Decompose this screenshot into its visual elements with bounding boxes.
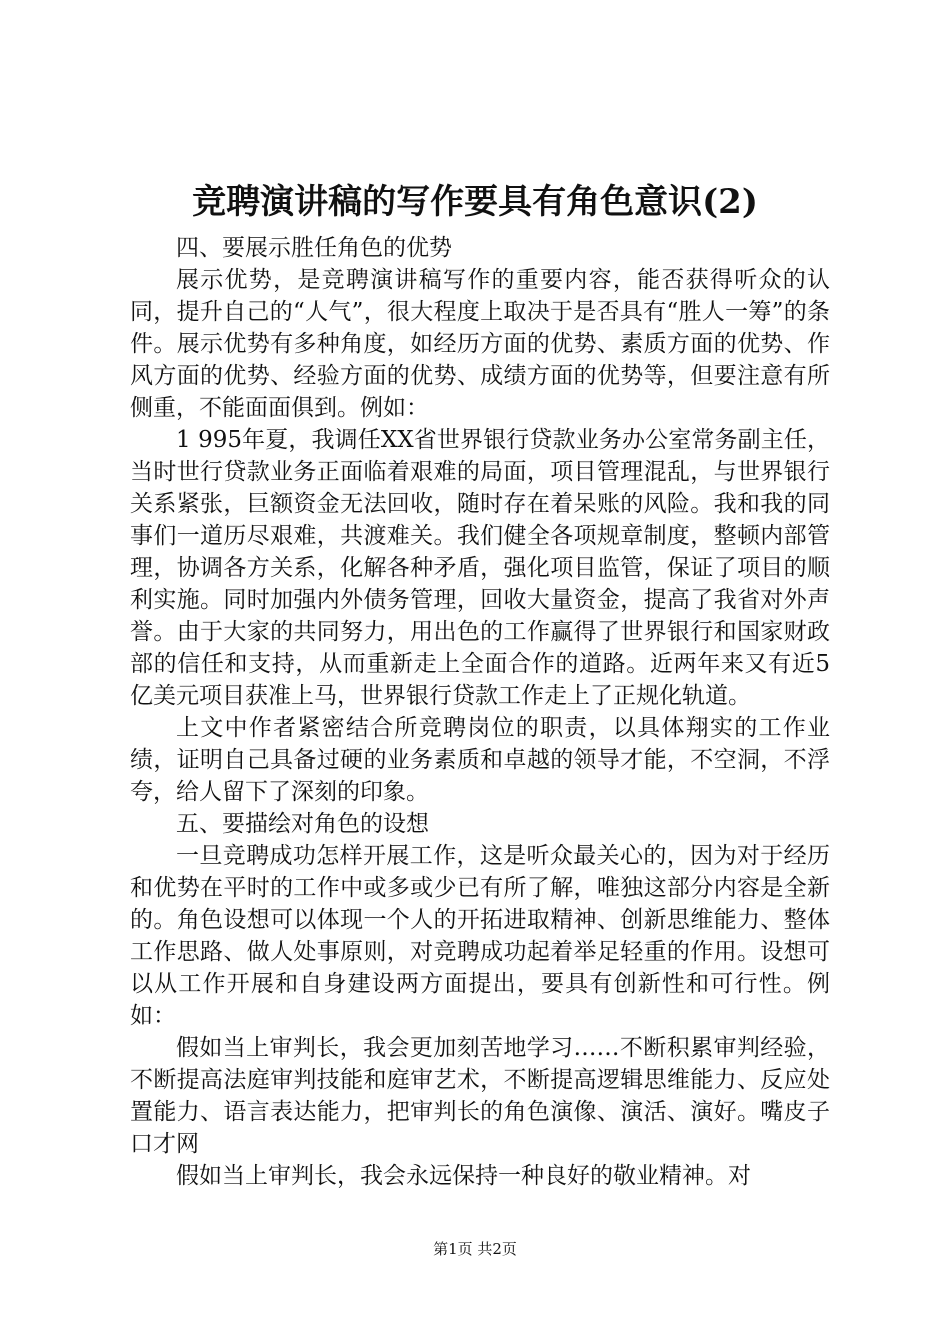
- page-footer: 第1页 共2页: [433, 1240, 517, 1258]
- paragraph: 上文中作者紧密结合所竞聘岗位的职责，以具体翔实的工作业绩，证明自己具备过硬的业务素质和卓越的领导才能，不空洞，不浮夸，给人留下了深刻的印象。: [130, 715, 830, 805]
- paragraph: 假如当上审判长，我会更加刻苦地学习……不断积累审判经验，不断提高法庭审判技能和庭审艺术，不断提高逻辑思维能力、反应处置能力、语言表达能力，把审判长的角色演像、演活、演好。嘴皮子口才网: [130, 1035, 830, 1157]
- section-heading: 四、要展示胜任角色的优势: [176, 235, 452, 261]
- paragraph: 一旦竞聘成功怎样开展工作，这是听众最关心的，因为对于经历和优势在平时的工作中或多或少已有所了解，唯独这部分内容是全新的。角色设想可以体现一个人的开拓进取精神、创新思维能力、整体工作思路、做人处事原则，对竞聘成功起着举足轻重的作用。设想可以从工作开展和自身建设两方面提出，要具有创新性和可行性。例如：: [130, 843, 830, 1029]
- document-body: [130, 232, 830, 1192]
- paragraph: 展示优势，是竞聘演讲稿写作的重要内容，能否获得听众的认同，提升自己的“人气”，很大程度上取决于是否具有“胜人一筹”的条件。展示优势有多种角度，如经历方面的优势、素质方面的优势、作风方面的优势、经验方面的优势、成绩方面的优势等，但要注意有所侧重，不能面面俱到。例如：: [130, 267, 830, 421]
- paragraph: 假如当上审判长，我会永远保持一种良好的敬业精神。对: [176, 1163, 751, 1189]
- document-title: 竞聘演讲稿的写作要具有角色意识(2): [192, 182, 758, 222]
- section-heading: 五、要描绘对角色的设想: [176, 811, 429, 837]
- paragraph: 1 995年夏，我调任XX省世界银行贷款业务办公室常务副主任，当时世行贷款业务正面临着艰难的局面，项目管理混乱，与世界银行关系紧张，巨额资金无法回收，随时存在着呆账的风险。我和我的同事们一道历尽艰难，共渡难关。我们健全各项规章制度，整顿内部管理，协调各方关系，化解各种矛盾，强化项目监管，保证了项目的顺利实施。同时加强内外债务管理，回收大量资金，提高了我省对外声誉。由于大家的共同努力，用出色的工作赢得了世界银行和国家财政部的信任和支持，从而重新走上全面合作的道路。近两年来又有近5亿美元项目获准上马，世界银行贷款工作走上了正规化轨道。: [130, 427, 830, 709]
